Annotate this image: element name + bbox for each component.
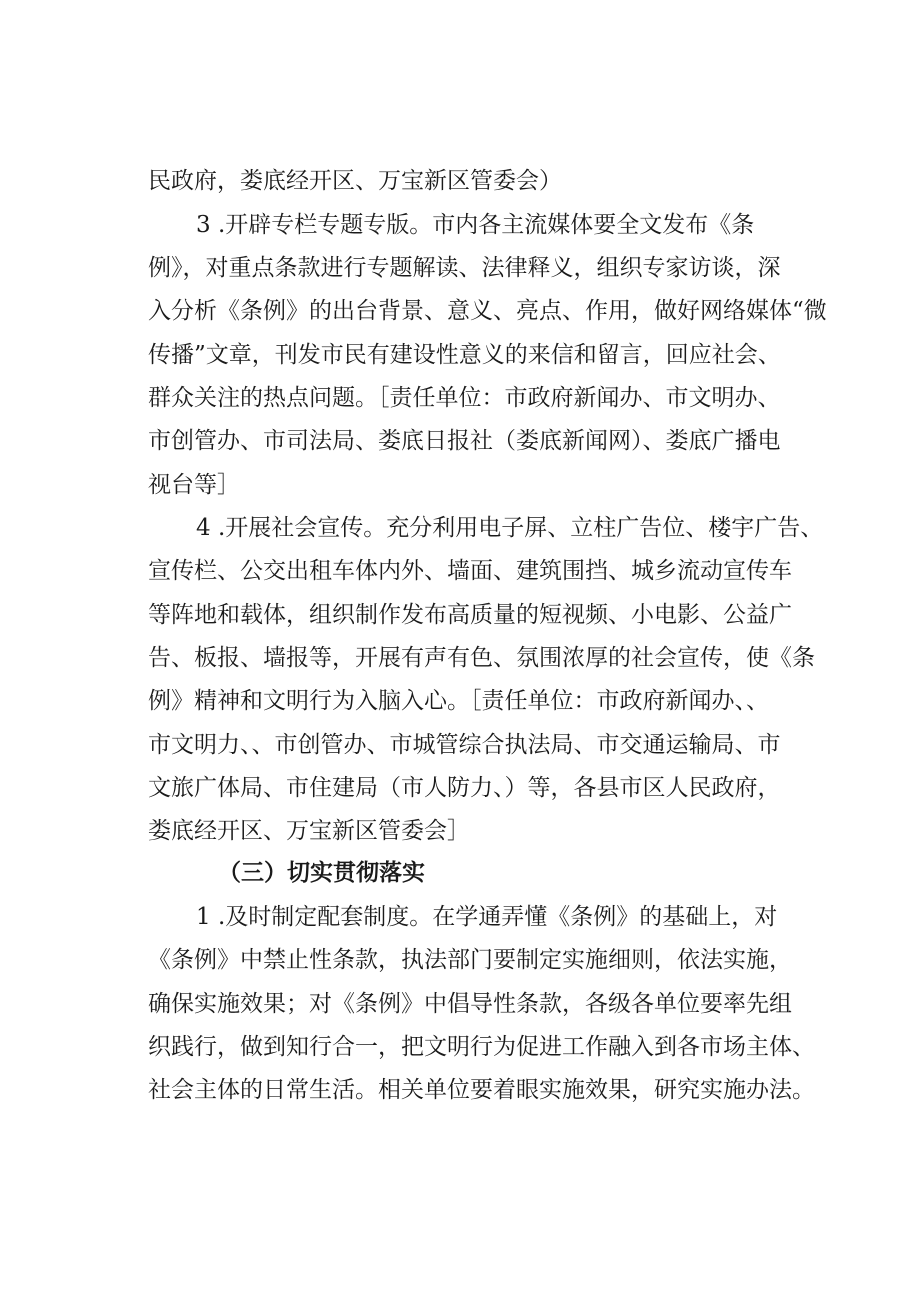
text-line: 例》精神和文明行为入脑入心。［责任单位：市政府新闻办、、 <box>148 688 769 714</box>
text-line: 市文明力、、市创管办、市城管综合执法局、市交通运输局、市 <box>148 732 781 758</box>
text-line: 织践行，做到知行合一，把文明行为促进工作融入到各市场主体、 <box>148 1034 815 1060</box>
text-line: 确保实施效果；对《条例》中倡导性条款，各级各单位要率先组 <box>148 991 792 1017</box>
section-heading: （三）切实贯彻落实 <box>218 860 425 886</box>
text-line: 娄底经开区、万宝新区管委会］ <box>148 818 470 844</box>
text-line: 等阵地和载体，组织制作发布高质量的短视频、小电影、公益广 <box>148 602 792 628</box>
text-line: 4 .开展社会宣传。充分利用电子屏、立柱广告位、楼宇广告、 <box>196 515 824 541</box>
text-line: 市创管办、市司法局、娄底日报社（娄底新闻网）、娄底广播电 <box>148 428 781 454</box>
text-line: 入分析《条例》的出台背景、意义、亮点、作用，做好网络媒体“微 <box>148 298 827 324</box>
text-line: 传播”文章，刊发市民有建设性意义的来信和留言，回应社会、 <box>148 342 781 368</box>
text-line: 1 .及时制定配套制度。在学通弄懂《条例》的基础上，对 <box>196 904 778 930</box>
text-line: 《条例》中禁止性条款，执法部门要制定实施细则，依法实施， <box>148 947 792 973</box>
text-line: 群众关注的热点问题。［责任单位：市政府新闻办、市文明办、 <box>148 385 781 411</box>
text-line: 民政府，娄底经开区、万宝新区管委会） <box>148 168 562 194</box>
text-line: 3 .开辟专栏专题专版。市内各主流媒体要全文发布《条 <box>196 212 755 238</box>
text-line: 视台等］ <box>148 472 240 498</box>
text-line: 社会主体的日常生活。相关单位要着眼实施效果，研究实施办法。 <box>148 1077 815 1103</box>
text-line: 宣传栏、公交出租车体内外、墙面、建筑围挡、城乡流动宣传车 <box>148 558 792 584</box>
text-line: 例》，对重点条款进行专题解读、法律释义，组织专家访谈，深 <box>148 255 781 281</box>
text-line: 文旅广体局、市住建局（市人防力、）等，各县市区人民政府， <box>148 775 781 801</box>
text-line: 告、板报、墙报等，开展有声有色、氛围浓厚的社会宣传，使《条 <box>148 645 815 671</box>
